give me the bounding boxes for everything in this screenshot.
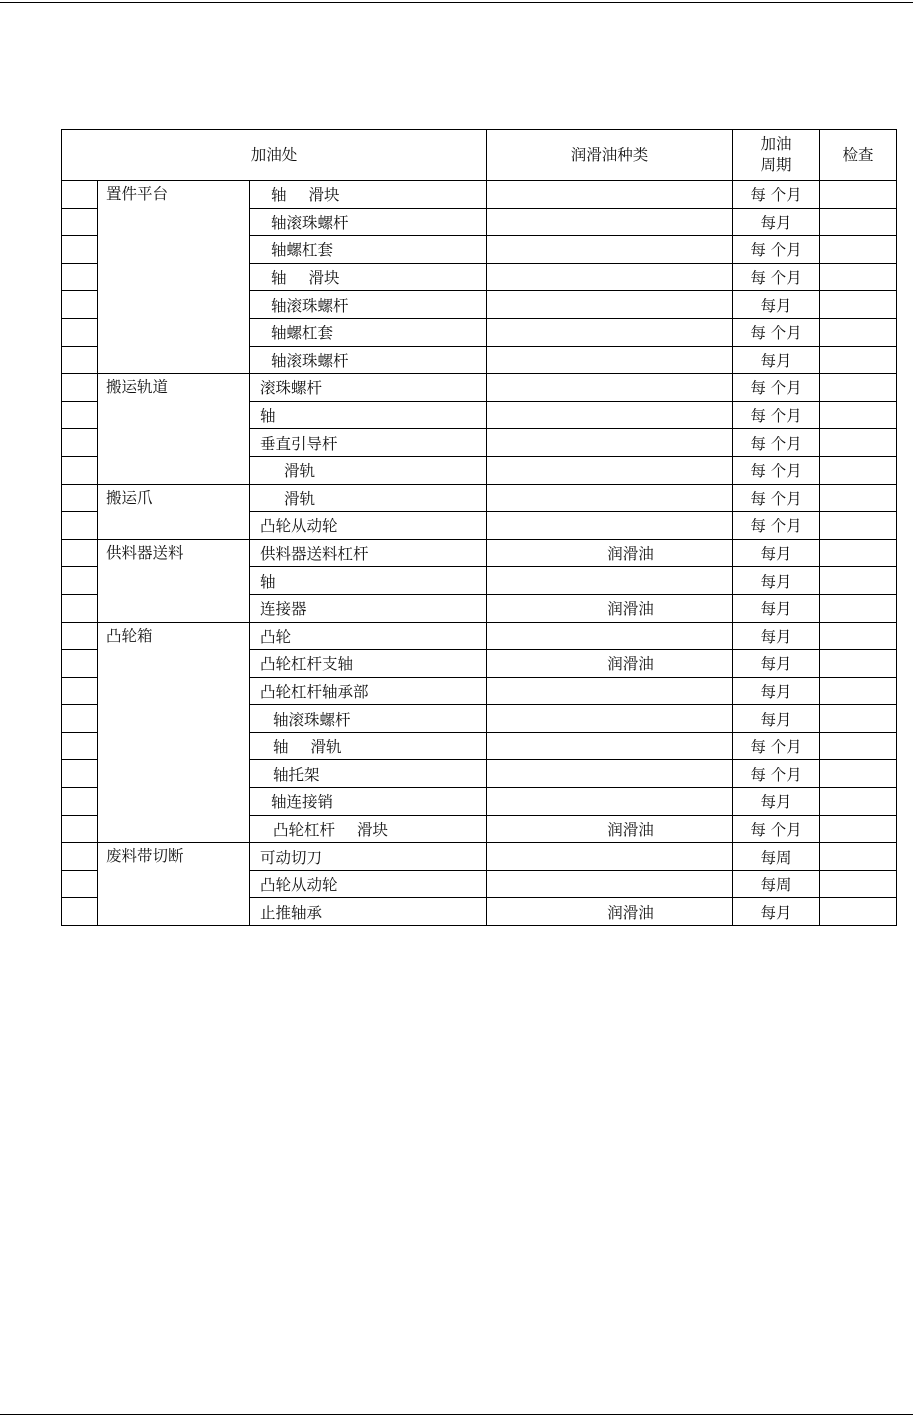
part-name: 凸轮	[260, 627, 292, 646]
part-subname: 滑块	[308, 269, 340, 288]
row-index-cell	[62, 236, 98, 264]
row-index-cell	[62, 429, 98, 457]
row-index-cell	[62, 291, 98, 319]
part-name: 轴滚珠螺杆	[273, 710, 351, 729]
part-subname: 滑块	[308, 186, 340, 205]
row-index-cell	[62, 650, 98, 678]
oil-type-cell	[487, 429, 733, 457]
oil-type-cell: 润滑油	[487, 650, 733, 678]
oil-type-cell	[487, 208, 733, 236]
check-cell[interactable]	[820, 346, 897, 374]
check-cell[interactable]	[820, 760, 897, 788]
part-name: 连接器	[260, 600, 307, 619]
part-name: 供料器送料杠杆	[260, 545, 369, 564]
group-name-cell: 搬运轨道	[98, 374, 250, 484]
oil-type-cell	[487, 760, 733, 788]
header-period	[733, 130, 820, 181]
part-cell	[250, 732, 487, 760]
row-index-cell	[62, 374, 98, 402]
part-name: 凸轮杠杆轴承部	[260, 682, 369, 701]
period-cell: 每月	[733, 677, 820, 705]
row-index-cell	[62, 760, 98, 788]
part-cell	[250, 291, 487, 319]
header-oil-type: 润滑油种类	[487, 130, 733, 181]
row-index-cell	[62, 346, 98, 374]
check-cell[interactable]	[820, 374, 897, 402]
part-cell	[250, 650, 487, 678]
part-name: 轴螺杠套	[271, 241, 334, 260]
part-name: 轴滚珠螺杆	[271, 296, 349, 315]
part-name: 轴	[273, 738, 289, 757]
oil-type-cell	[487, 512, 733, 540]
row-index-cell	[62, 318, 98, 346]
check-cell[interactable]	[820, 484, 897, 512]
part-name: 滚珠螺杆	[260, 379, 323, 398]
check-cell[interactable]	[820, 318, 897, 346]
oil-type-cell: 润滑油	[487, 815, 733, 843]
period-cell: 每月	[733, 594, 820, 622]
part-cell	[250, 181, 487, 209]
oil-type-cell	[487, 732, 733, 760]
part-name: 轴托架	[273, 765, 320, 784]
part-cell	[250, 484, 487, 512]
part-cell	[250, 318, 487, 346]
part-name: 轴滚珠螺杆	[271, 351, 349, 370]
part-name: 可动切刀	[260, 848, 323, 867]
part-cell	[250, 539, 487, 567]
part-name: 凸轮从动轮	[260, 517, 338, 536]
part-cell	[250, 401, 487, 429]
group-name-cell: 供料器送料	[98, 539, 250, 622]
top-rule	[0, 2, 913, 3]
check-cell[interactable]	[820, 181, 897, 209]
period-cell: 每 个月	[733, 374, 820, 402]
oil-type-cell	[487, 346, 733, 374]
group-name-cell: 搬运爪	[98, 484, 250, 539]
check-cell[interactable]	[820, 815, 897, 843]
oil-type-cell	[487, 843, 733, 871]
group-name-cell: 置件平台	[98, 181, 250, 374]
row-index-cell	[62, 567, 98, 595]
period-cell: 每月	[733, 788, 820, 816]
oil-type-cell	[487, 870, 733, 898]
part-name: 凸轮从动轮	[260, 876, 338, 895]
row-index-cell	[62, 622, 98, 650]
table-row	[62, 484, 897, 512]
check-cell[interactable]	[820, 705, 897, 733]
period-cell: 每 个月	[733, 512, 820, 540]
oil-type-cell	[487, 291, 733, 319]
oil-type-cell	[487, 181, 733, 209]
row-index-cell	[62, 732, 98, 760]
part-cell	[250, 898, 487, 926]
period-cell: 每周	[733, 843, 820, 871]
part-name: 轴	[271, 269, 287, 288]
oil-type-cell	[487, 263, 733, 291]
check-cell[interactable]	[820, 429, 897, 457]
period-cell: 每 个月	[733, 815, 820, 843]
part-cell	[250, 567, 487, 595]
check-cell[interactable]	[820, 263, 897, 291]
header-location: 加油处	[62, 130, 487, 181]
check-cell[interactable]	[820, 732, 897, 760]
part-cell	[250, 760, 487, 788]
group-name-cell: 凸轮箱	[98, 622, 250, 843]
row-index-cell	[62, 870, 98, 898]
part-cell	[250, 815, 487, 843]
check-cell[interactable]	[820, 567, 897, 595]
check-cell[interactable]	[820, 594, 897, 622]
oil-type-cell: 润滑油	[487, 594, 733, 622]
period-cell: 每月	[733, 539, 820, 567]
check-cell[interactable]	[820, 677, 897, 705]
part-name: 轴滚珠螺杆	[271, 213, 349, 232]
part-cell	[250, 456, 487, 484]
row-index-cell	[62, 705, 98, 733]
table-row	[62, 622, 897, 650]
oil-type-cell	[487, 318, 733, 346]
table-row	[62, 843, 897, 871]
oil-type-cell	[487, 788, 733, 816]
part-cell	[250, 677, 487, 705]
part-cell	[250, 429, 487, 457]
part-name: 轴	[271, 186, 287, 205]
period-cell: 每月	[733, 208, 820, 236]
period-cell: 每 个月	[733, 760, 820, 788]
oil-type-cell	[487, 622, 733, 650]
check-cell[interactable]	[820, 898, 897, 926]
table-header-row	[62, 130, 897, 181]
period-cell: 每月	[733, 650, 820, 678]
period-cell: 每 个月	[733, 456, 820, 484]
period-cell: 每月	[733, 346, 820, 374]
part-name: 轴	[260, 572, 276, 591]
part-cell	[250, 346, 487, 374]
row-index-cell	[62, 815, 98, 843]
row-index-cell	[62, 539, 98, 567]
period-cell: 每 个月	[733, 401, 820, 429]
row-index-cell	[62, 456, 98, 484]
table-body	[62, 181, 897, 926]
row-index-cell	[62, 263, 98, 291]
oil-type-cell	[487, 484, 733, 512]
header-check: 检查	[820, 130, 897, 181]
row-index-cell	[62, 512, 98, 540]
period-cell: 每 个月	[733, 236, 820, 264]
part-cell	[250, 622, 487, 650]
row-index-cell	[62, 677, 98, 705]
table-row	[62, 181, 897, 209]
period-cell: 每月	[733, 705, 820, 733]
part-cell	[250, 208, 487, 236]
row-index-cell	[62, 843, 98, 871]
oil-type-cell	[487, 567, 733, 595]
part-cell	[250, 843, 487, 871]
part-cell	[250, 374, 487, 402]
period-cell: 每 个月	[733, 732, 820, 760]
row-index-cell	[62, 788, 98, 816]
part-name: 轴	[260, 407, 276, 426]
check-cell[interactable]	[820, 456, 897, 484]
check-cell[interactable]	[820, 539, 897, 567]
part-name: 垂直引导杆	[260, 434, 338, 453]
table-row	[62, 539, 897, 567]
part-name: 滑轨	[284, 462, 316, 481]
oil-type-cell	[487, 401, 733, 429]
period-cell: 每周	[733, 870, 820, 898]
part-name: 轴螺杠套	[271, 324, 334, 343]
period-cell: 每 个月	[733, 263, 820, 291]
check-cell[interactable]	[820, 843, 897, 871]
oil-type-cell	[487, 236, 733, 264]
group-name-cell: 废料带切断	[98, 843, 250, 926]
row-index-cell	[62, 898, 98, 926]
period-cell: 每 个月	[733, 484, 820, 512]
row-index-cell	[62, 181, 98, 209]
period-cell: 每月	[733, 898, 820, 926]
part-name: 滑轨	[284, 489, 316, 508]
oil-type-cell	[487, 705, 733, 733]
part-cell	[250, 512, 487, 540]
check-cell[interactable]	[820, 650, 897, 678]
oil-type-cell	[487, 677, 733, 705]
period-cell: 每月	[733, 622, 820, 650]
row-index-cell	[62, 484, 98, 512]
part-cell	[250, 263, 487, 291]
check-cell[interactable]	[820, 622, 897, 650]
check-cell[interactable]	[820, 236, 897, 264]
part-name: 凸轮杠杆	[273, 820, 336, 839]
lubrication-table	[61, 129, 897, 926]
check-cell[interactable]	[820, 788, 897, 816]
part-subname: 滑轨	[310, 738, 342, 757]
part-cell	[250, 870, 487, 898]
row-index-cell	[62, 208, 98, 236]
check-cell[interactable]	[820, 291, 897, 319]
check-cell[interactable]	[820, 401, 897, 429]
period-cell: 每 个月	[733, 318, 820, 346]
oil-type-cell: 润滑油	[487, 539, 733, 567]
period-cell: 每 个月	[733, 181, 820, 209]
check-cell[interactable]	[820, 208, 897, 236]
oil-type-cell: 润滑油	[487, 898, 733, 926]
check-cell[interactable]	[820, 512, 897, 540]
oil-type-cell	[487, 456, 733, 484]
part-subname: 滑块	[357, 820, 389, 839]
part-cell	[250, 788, 487, 816]
header-period-line2: 周期	[760, 156, 792, 174]
part-name: 止推轴承	[260, 903, 323, 922]
part-cell	[250, 705, 487, 733]
oil-type-cell	[487, 374, 733, 402]
period-cell: 每月	[733, 567, 820, 595]
bottom-rule	[0, 1414, 913, 1415]
period-cell: 每 个月	[733, 429, 820, 457]
header-period-line1: 加油	[760, 135, 792, 153]
row-index-cell	[62, 401, 98, 429]
part-cell	[250, 236, 487, 264]
part-name: 凸轮杠杆支轴	[260, 655, 354, 674]
part-cell	[250, 594, 487, 622]
period-cell: 每月	[733, 291, 820, 319]
part-name: 轴连接销	[271, 793, 334, 812]
row-index-cell	[62, 594, 98, 622]
table-row	[62, 374, 897, 402]
check-cell[interactable]	[820, 870, 897, 898]
